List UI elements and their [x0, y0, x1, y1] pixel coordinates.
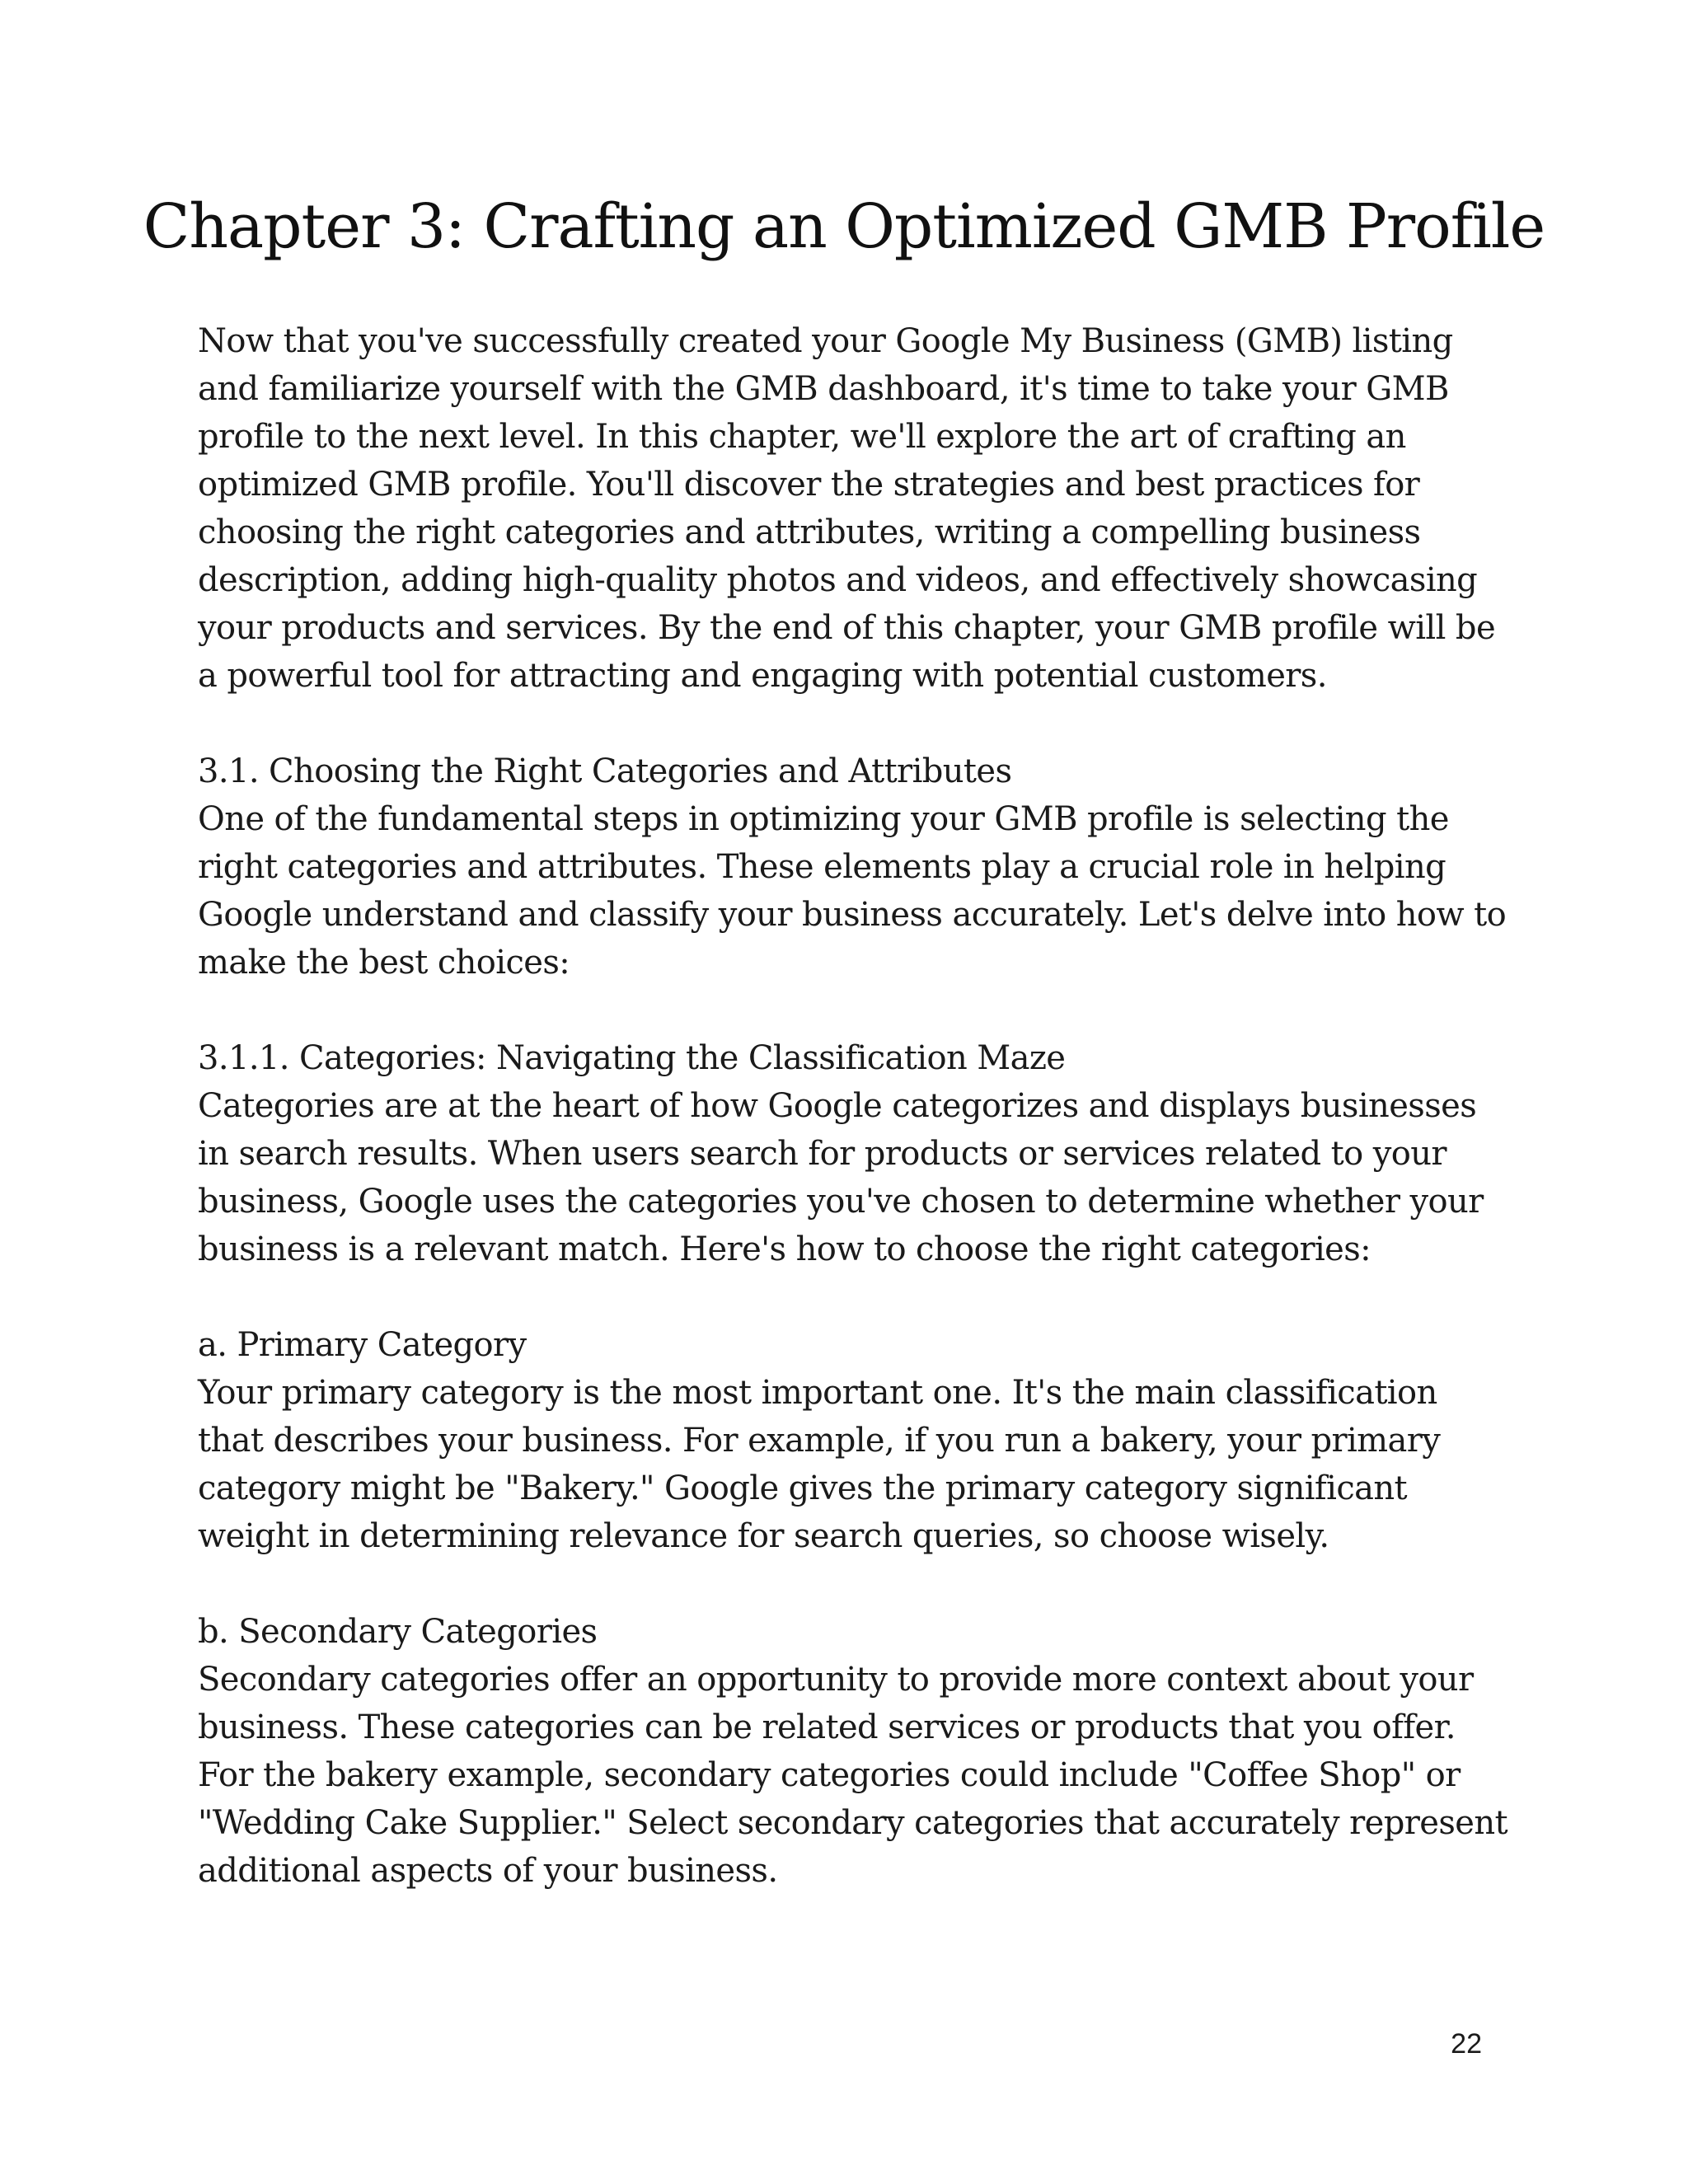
chapter-content — [198, 317, 1508, 1943]
section-heading: a. Primary Category — [198, 1326, 527, 1364]
section-body: Your primary category is the most important one. It's the main classification that describes your business. For example, if you run a bakery, your primary category might be "Bakery." Google gives the primary category significant weight in determining relevance for search queries, so choose wisely. — [198, 1374, 1441, 1555]
section-body: Secondary categories offer an opportunity to provide more context about your business. These categories can be related services or products that you offer. For the bakery example, secondary categories could include "Coffee Shop" or "Wedding Cake Supplier." Select secondary categories that accurately represent additional aspects of your business. — [198, 1661, 1507, 1890]
intro-paragraph: Now that you've successfully created your Google My Business (GMB) listing and familiarize yourself with the GMB dashboard, it's time to take your GMB profile to the next level. In this chapter, we'll explore the art of crafting an optimized GMB profile. You'll discover the strategies and best practices for choosing the right categories and attributes, writing a compelling business description, adding high-quality photos and videos, and effectively showcasing your products and services. By the end of this chapter, your GMB profile will be a powerful tool for attracting and engaging with potential customers. — [198, 322, 1496, 695]
section-3-1 — [198, 748, 1508, 987]
section-heading: 3.1.1. Categories: Navigating the Classification Maze — [198, 1039, 1066, 1077]
section-primary-category — [198, 1321, 1508, 1560]
section-body: Categories are at the heart of how Google categorizes and displays businesses in search results. When users search for products or services related to your business, Google uses the categories you've chosen to determine whether your business is a relevant match. Here's how to choose the right categories: — [198, 1087, 1484, 1268]
section-secondary-categories — [198, 1608, 1508, 1895]
intro-paragraph-block — [198, 317, 1508, 700]
chapter-title: Chapter 3: Crafting an Optimized GMB Profile — [143, 191, 1545, 262]
section-heading: 3.1. Choosing the Right Categories and Attributes — [198, 752, 1012, 790]
section-body: One of the fundamental steps in optimizing your GMB profile is selecting the right categories and attributes. These elements play a crucial role in helping Google understand and classify your business accurately. Let's delve into how to make the best choices: — [198, 800, 1507, 982]
page-number: 22 — [1451, 2028, 1482, 2060]
section-heading: b. Secondary Categories — [198, 1613, 598, 1651]
section-3-1-1 — [198, 1034, 1508, 1273]
